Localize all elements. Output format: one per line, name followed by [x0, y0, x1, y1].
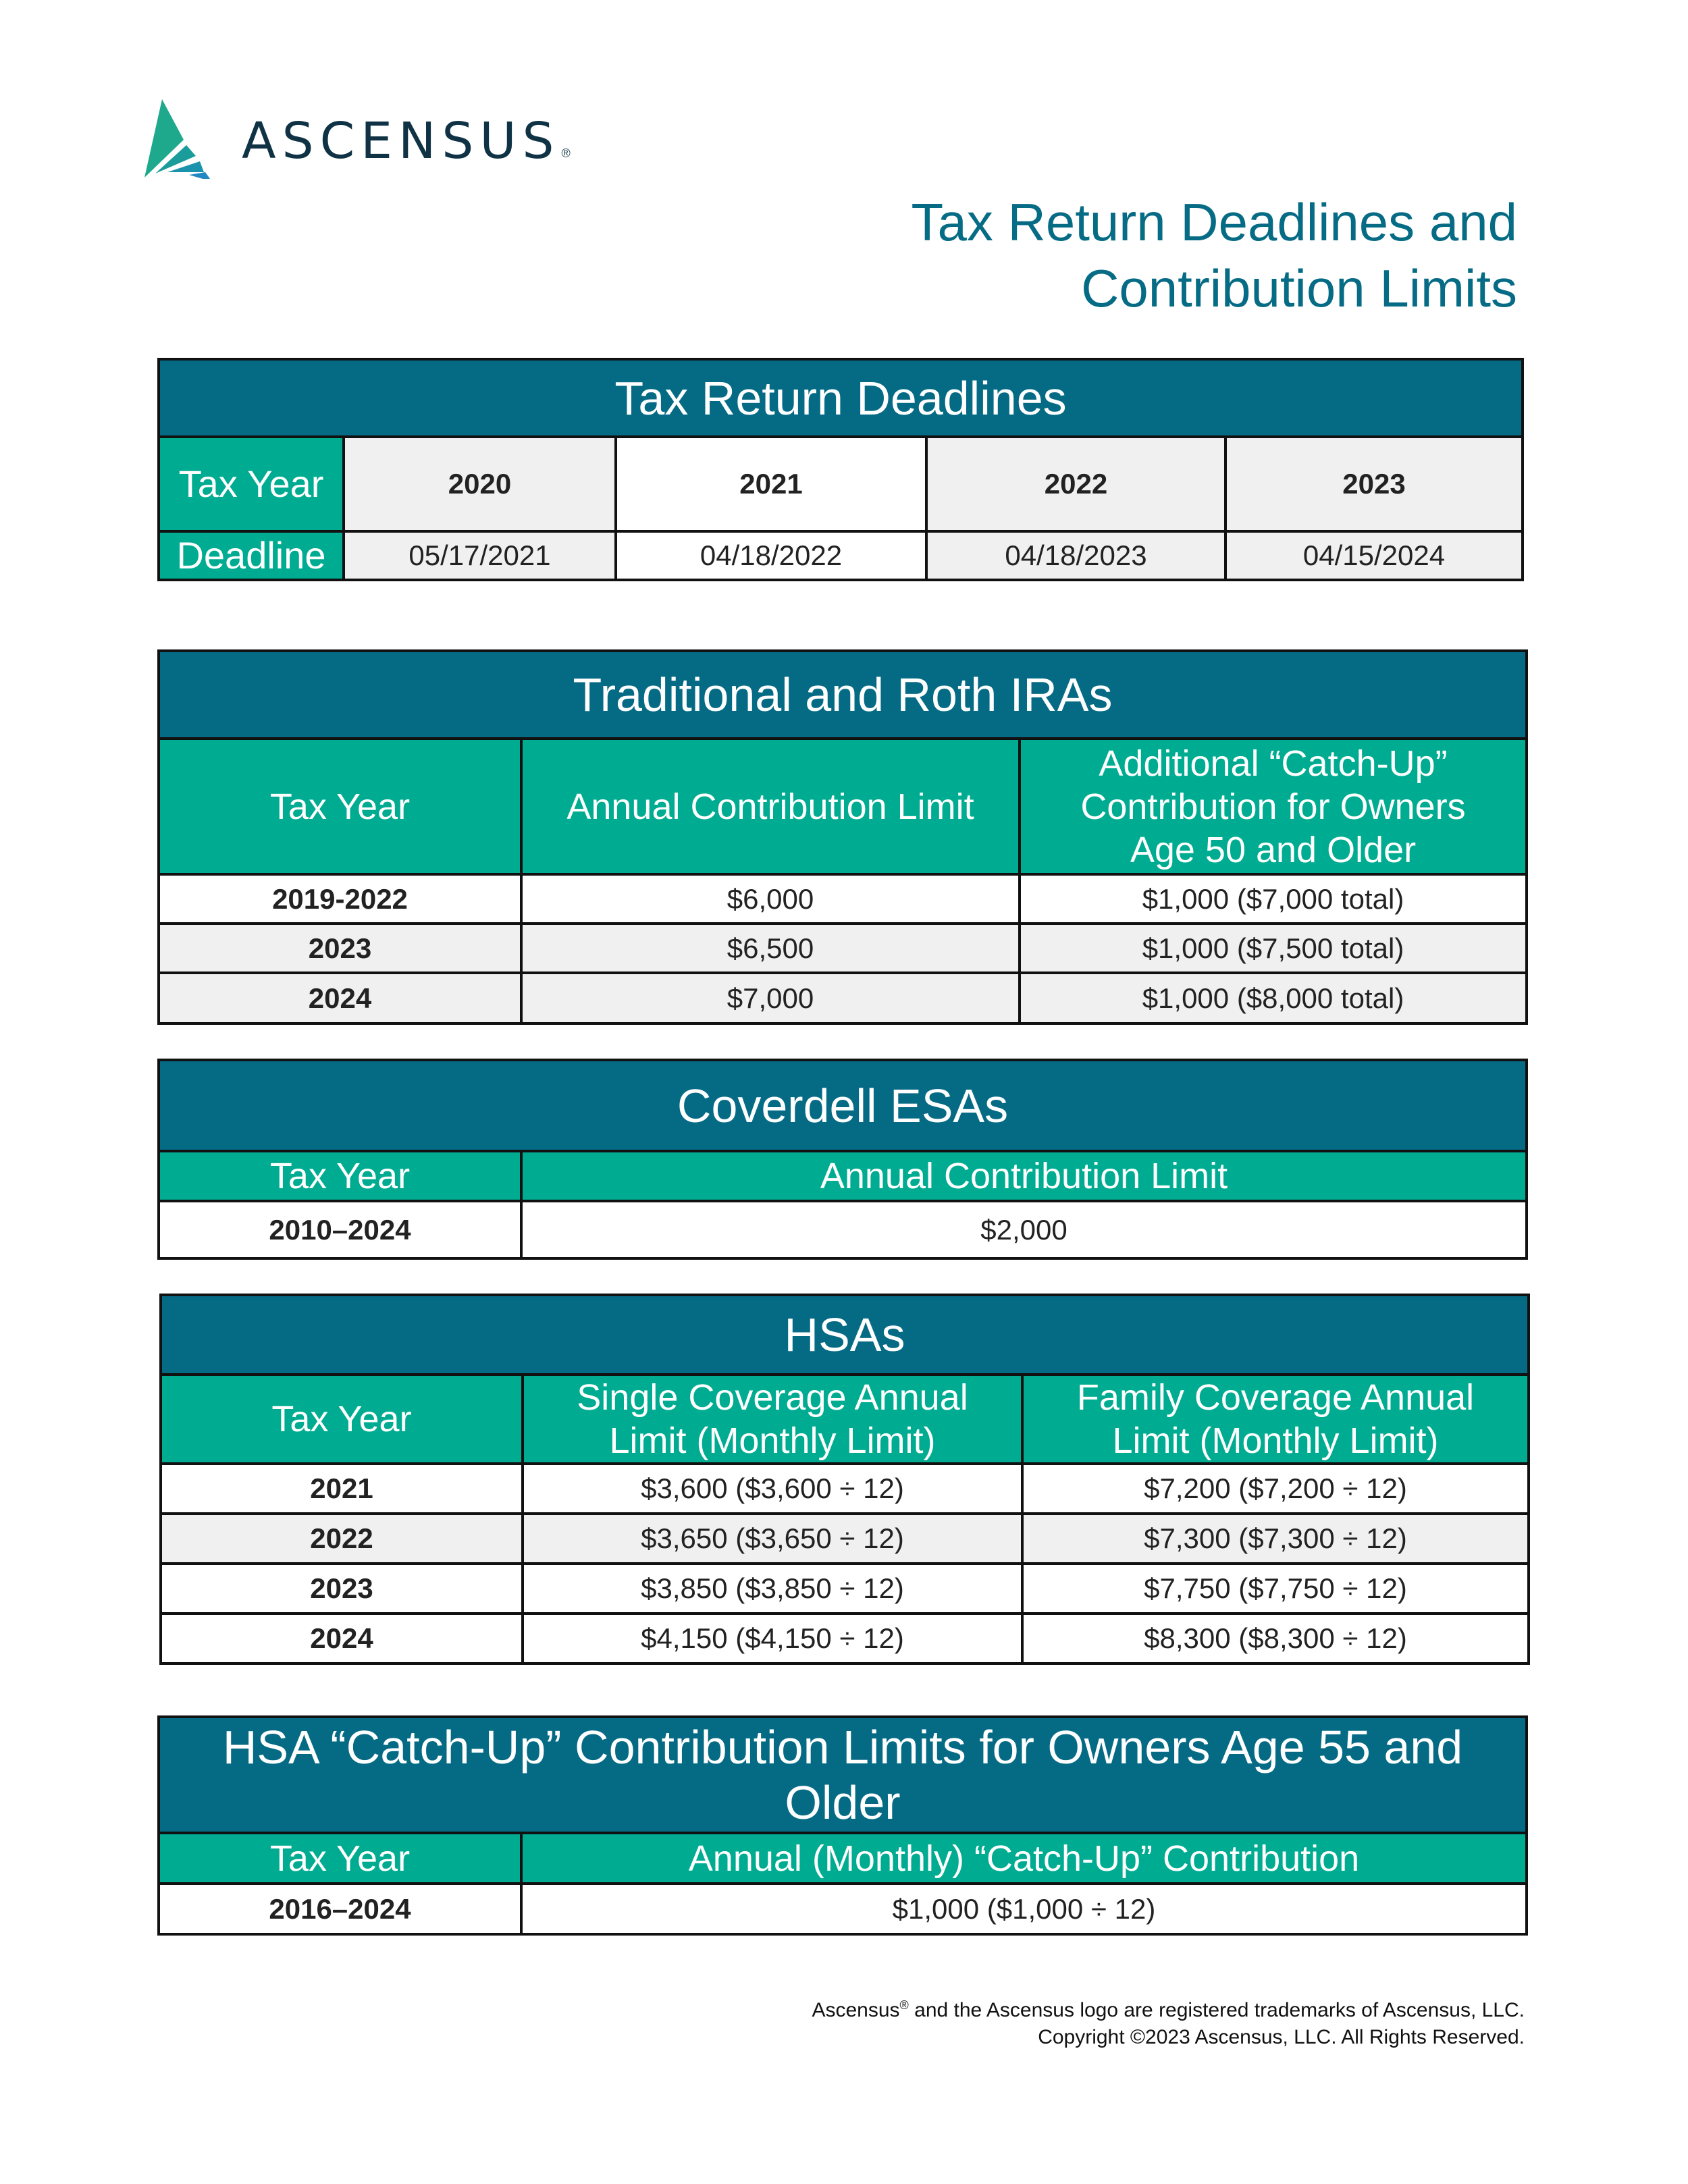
table-cell: $7,300 ($7,300 ÷ 12)	[1022, 1514, 1529, 1564]
hsa-catchup-title: HSA “Catch-Up” Contribution Limits for Owners Age 55 and Older	[159, 1717, 1527, 1833]
table-cell: 2024	[161, 1614, 523, 1663]
hsa-catchup-header-tax-year: Tax Year	[159, 1833, 521, 1884]
hsa-header-family: Family Coverage Annual Limit (Monthly Limit)	[1022, 1375, 1529, 1464]
coverdell-header-tax-year: Tax Year	[159, 1151, 521, 1201]
page-title	[911, 189, 1517, 321]
table-cell: $3,850 ($3,850 ÷ 12)	[523, 1564, 1022, 1614]
coverdell-header-annual-limit: Annual Contribution Limit	[521, 1151, 1527, 1201]
year-cell: 2023	[1225, 437, 1523, 531]
table-cell: 2010–2024	[159, 1201, 521, 1258]
ira-header-catch-up: Additional “Catch-Up” Contribution for Owners Age 50 and Older	[1020, 739, 1527, 874]
table-cell: $8,300 ($8,300 ÷ 12)	[1022, 1614, 1529, 1663]
deadline-cell: 04/15/2024	[1225, 531, 1523, 580]
table-cell: 2021	[161, 1464, 523, 1514]
table-cell: 2022	[161, 1514, 523, 1564]
ira-table	[157, 649, 1528, 1025]
year-cell: 2022	[926, 437, 1225, 531]
deadline-cell: 04/18/2022	[616, 531, 926, 580]
brand-name: ASCENSUS	[242, 112, 560, 170]
table-cell: $6,000	[521, 874, 1020, 924]
deadline-cell: 04/18/2023	[926, 531, 1225, 580]
table-cell: $3,650 ($3,650 ÷ 12)	[523, 1514, 1022, 1564]
hsa-header-tax-year: Tax Year	[161, 1375, 523, 1464]
trademark-notice: Ascensus® and the Ascensus logo are registered trademarks of Ascensus, LLC.	[812, 1998, 1525, 2021]
deadlines-title: Tax Return Deadlines	[159, 359, 1523, 437]
coverdell-table	[157, 1059, 1528, 1260]
registered-mark: ®	[561, 146, 571, 160]
table-cell: 2023	[161, 1564, 523, 1614]
year-cell: 2021	[616, 437, 926, 531]
table-cell: $4,150 ($4,150 ÷ 12)	[523, 1614, 1022, 1663]
table-cell: $1,000 ($8,000 total)	[1020, 973, 1527, 1023]
deadline-label: Deadline	[159, 531, 344, 580]
hsa-table	[159, 1294, 1530, 1665]
coverdell-title: Coverdell ESAs	[159, 1060, 1527, 1151]
hsa-catchup-header-contribution: Annual (Monthly) “Catch-Up” Contribution	[521, 1833, 1527, 1884]
ascensus-triangle-icon	[142, 98, 223, 179]
hsa-title: HSAs	[161, 1295, 1529, 1375]
table-cell: $1,000 ($7,500 total)	[1020, 924, 1527, 973]
table-cell: $7,750 ($7,750 ÷ 12)	[1022, 1564, 1529, 1614]
table-cell: $1,000 ($7,000 total)	[1020, 874, 1527, 924]
ira-header-tax-year: Tax Year	[159, 739, 521, 874]
table-cell: $7,000	[521, 973, 1020, 1023]
deadline-cell: 05/17/2021	[344, 531, 616, 580]
ira-title: Traditional and Roth IRAs	[159, 651, 1527, 739]
ira-header-annual-limit: Annual Contribution Limit	[521, 739, 1020, 874]
deadlines-table	[157, 358, 1524, 581]
table-cell: 2024	[159, 973, 521, 1023]
table-cell: $7,200 ($7,200 ÷ 12)	[1022, 1464, 1529, 1514]
table-cell: $2,000	[521, 1201, 1527, 1258]
table-cell: $6,500	[521, 924, 1020, 973]
page-title-line-1: Tax Return Deadlines and	[911, 192, 1517, 252]
ascensus-logo	[142, 98, 571, 179]
year-cell: 2020	[344, 437, 616, 531]
hsa-header-single: Single Coverage Annual Limit (Monthly Limit)	[523, 1375, 1022, 1464]
hsa-catchup-table	[157, 1715, 1528, 1936]
page-title-line-2: Contribution Limits	[1081, 259, 1517, 318]
footer	[812, 1992, 1525, 2051]
table-cell: $3,600 ($3,600 ÷ 12)	[523, 1464, 1022, 1514]
table-cell: $1,000 ($1,000 ÷ 12)	[521, 1884, 1527, 1934]
table-cell: 2023	[159, 924, 521, 973]
table-cell: 2016–2024	[159, 1884, 521, 1934]
table-cell: 2019-2022	[159, 874, 521, 924]
tax-year-label: Tax Year	[159, 437, 344, 531]
copyright-notice: Copyright ©2023 Ascensus, LLC. All Rights Reserved.	[1038, 2026, 1525, 2048]
